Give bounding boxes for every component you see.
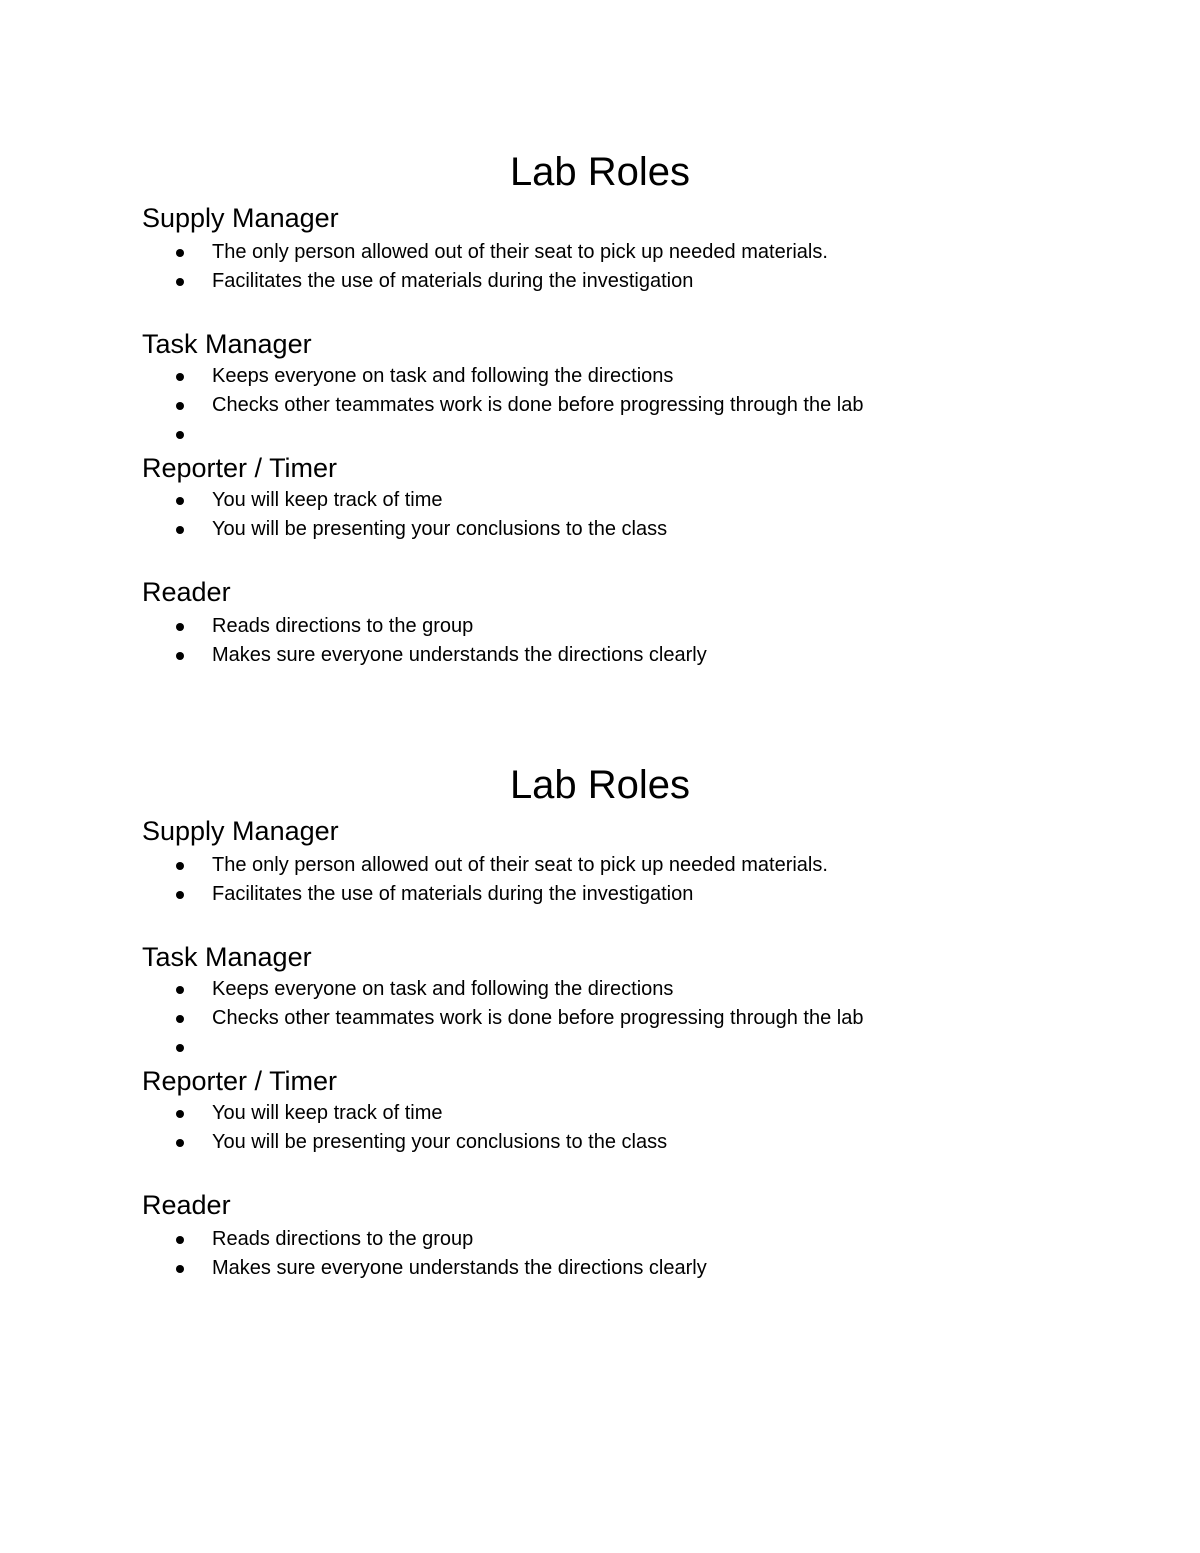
bullet-icon [176,1265,184,1273]
section-heading-reader: Reader [142,577,231,607]
bullet-list-supply-manager [0,851,1200,909]
bullet-list-task-manager [0,362,1200,449]
bullet-list-supply-manager [0,238,1200,296]
list-item [0,612,1200,641]
bullet-icon [176,1044,184,1052]
bullet-icon [176,431,184,439]
list-item [0,1254,1200,1283]
list-item-text: You will be presenting your conclusions to the class [212,518,668,540]
list-item-text: You will keep track of time [212,1102,443,1124]
list-item-text: Keeps everyone on task and following the directions [212,978,674,1000]
bullet-icon [176,278,184,286]
list-item-text: Makes sure everyone understands the directions clearly [212,644,707,666]
section-heading-reporter-timer: Reporter / Timer [142,1066,338,1096]
list-item-text: Checks other teammates work is done before progressing through the lab [212,394,864,416]
list-item [0,391,1200,420]
list-item [0,641,1200,670]
bullet-icon [176,891,184,899]
list-item-text: The only person allowed out of their seat to pick up needed materials. [212,854,828,876]
list-item [0,238,1200,267]
list-item [0,1099,1200,1128]
list-item [0,267,1200,296]
document-title: Lab Roles [509,150,691,194]
list-item-empty [0,1033,1200,1062]
bullet-icon [176,1110,184,1118]
document-title: Lab Roles [509,763,691,807]
bullet-icon [176,373,184,381]
list-item [0,880,1200,909]
list-item-text: Checks other teammates work is done before progressing through the lab [212,1007,864,1029]
list-item-text: The only person allowed out of their seat to pick up needed materials. [212,241,828,263]
bullet-icon [176,526,184,534]
list-item [0,1225,1200,1254]
list-item [0,515,1200,544]
bullet-icon [176,1236,184,1244]
list-item-text: Makes sure everyone understands the directions clearly [212,1257,707,1279]
section-heading-reporter-timer: Reporter / Timer [142,453,338,483]
bullet-list-reader [0,612,1200,670]
list-item [0,1004,1200,1033]
bullet-list-task-manager [0,975,1200,1062]
section-heading-supply-manager: Supply Manager [142,816,339,846]
bullet-icon [176,862,184,870]
list-item [0,1128,1200,1157]
bullet-list-reporter-timer [0,1099,1200,1157]
list-item-text: Facilitates the use of materials during the investigation [212,270,694,292]
section-heading-task-manager: Task Manager [142,329,312,359]
list-item-text: Facilitates the use of materials during the investigation [212,883,694,905]
bullet-icon [176,497,184,505]
bullet-icon [176,1139,184,1147]
list-item-text: Reads directions to the group [212,615,474,637]
list-item [0,362,1200,391]
list-item-text: You will keep track of time [212,489,443,511]
section-heading-supply-manager: Supply Manager [142,203,339,233]
bullet-icon [176,402,184,410]
list-item [0,851,1200,880]
section-heading-task-manager: Task Manager [142,942,312,972]
bullet-icon [176,986,184,994]
list-item [0,975,1200,1004]
bullet-list-reader [0,1225,1200,1283]
list-item-text: Keeps everyone on task and following the directions [212,365,674,387]
bullet-list-reporter-timer [0,486,1200,544]
section-heading-reader: Reader [142,1190,231,1220]
list-item-empty [0,420,1200,449]
bullet-icon [176,652,184,660]
list-item [0,486,1200,515]
list-item-text: You will be presenting your conclusions to the class [212,1131,668,1153]
bullet-icon [176,249,184,257]
list-item-text: Reads directions to the group [212,1228,474,1250]
bullet-icon [176,623,184,631]
bullet-icon [176,1015,184,1023]
